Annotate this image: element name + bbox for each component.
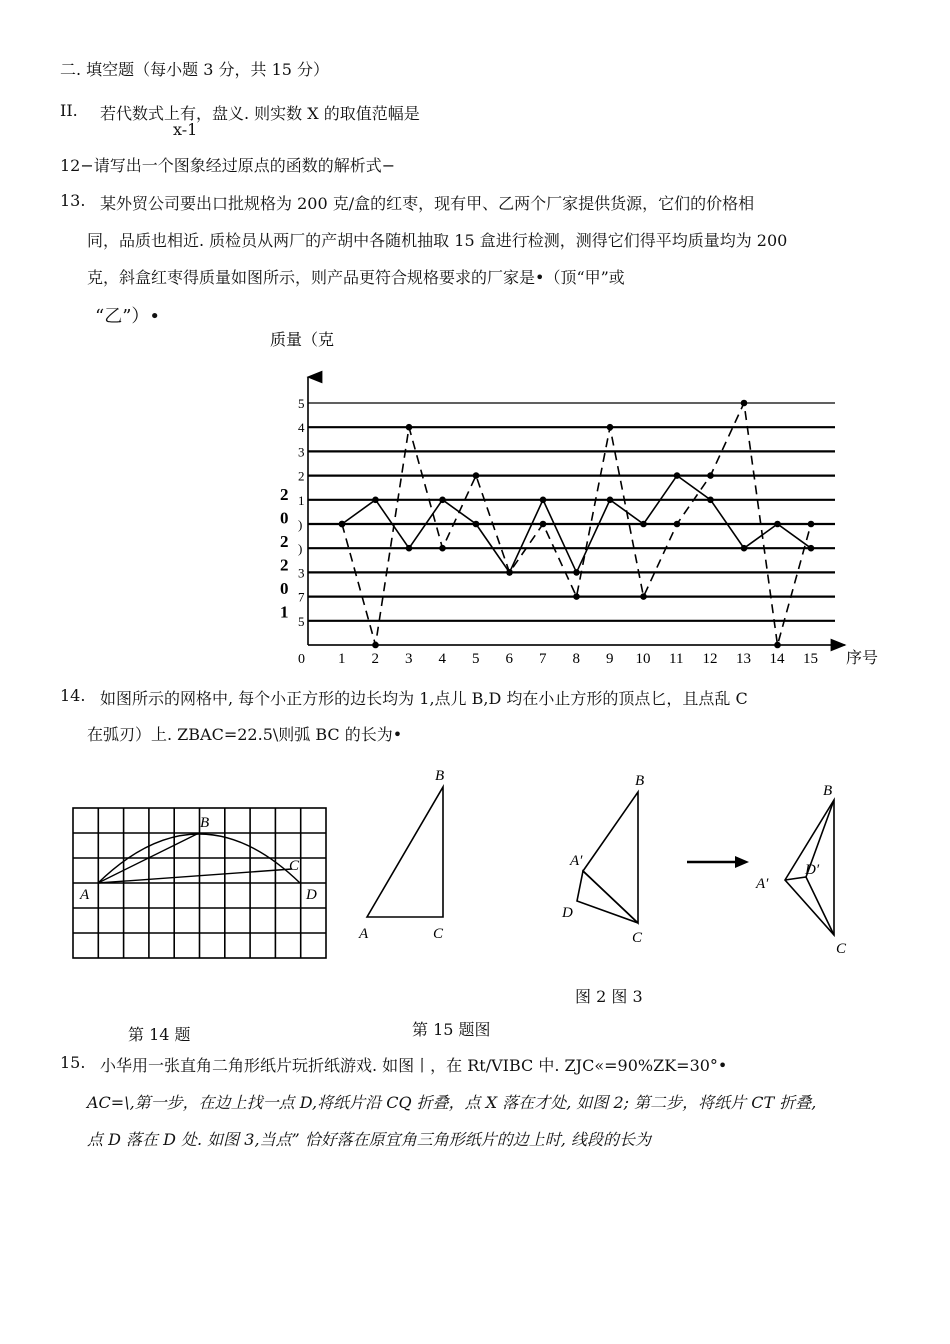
x-tick-label: 15	[803, 651, 818, 667]
y-tick-label: )	[298, 517, 303, 532]
data-point-solid	[406, 545, 413, 552]
data-point-solid	[607, 497, 614, 504]
data-point-dashed	[573, 593, 580, 600]
data-point-dashed	[640, 593, 647, 600]
y-tick-label: )	[298, 541, 303, 557]
caption-fig2-fig3: 图 2 图 3	[575, 987, 643, 1006]
data-point-solid	[707, 497, 714, 504]
data-point-solid	[808, 545, 815, 552]
x-tick-label: 14	[769, 651, 785, 667]
y-tick-label: 5	[298, 613, 305, 629]
data-point-dashed	[607, 424, 614, 431]
data-point-dashed	[741, 400, 748, 407]
y-tick-label: 3	[298, 565, 305, 581]
data-point-solid	[540, 497, 547, 504]
x-tick-label: 1	[338, 651, 346, 667]
transition-arrow	[685, 852, 755, 872]
q11-number: II.	[60, 101, 78, 120]
caption-q15: 第 15 题图	[412, 1020, 491, 1039]
x-tick-label: 2	[371, 651, 379, 667]
fig1-label-b: B	[435, 768, 445, 784]
data-point-dashed	[674, 521, 681, 528]
data-point-dashed	[372, 642, 379, 649]
y-tick-label: 1	[298, 492, 305, 508]
data-point-dashed	[707, 472, 714, 479]
y-left-vertical-char: 0	[280, 508, 289, 528]
q15-line2: AC=\,第一步，在边上找一点 D,将纸片沿 CQ 折叠，点 X 落在才处, 如图 2; 第二步，将纸片 CT 折叠,	[87, 1093, 817, 1112]
y-left-vertical-char: 2	[280, 532, 289, 551]
data-point-dashed	[439, 545, 446, 552]
x-tick-label: 13	[736, 651, 751, 667]
data-point-dashed	[540, 521, 547, 528]
q11-text: 若代数式上有，盘义. 则实数 X 的取值范幅是	[100, 104, 420, 123]
data-point-solid	[473, 521, 480, 528]
q13-number: 13.	[60, 191, 86, 210]
y-tick-label: 4	[298, 420, 305, 436]
data-point-dashed	[339, 521, 346, 528]
q15-figure-1	[355, 760, 465, 950]
x-tick-label: 8	[572, 651, 580, 667]
fig3-label-c: C	[836, 941, 847, 957]
fig1-label-a: A	[359, 926, 369, 942]
q14-number: 14.	[60, 686, 86, 705]
q13-line2: 同，品质也相近. 质检员从两厂的产胡中各随机抽取 15 盒进行检测，测得它们得平均质量均为 200	[87, 231, 788, 250]
section-header: 二. 填空题（每小题 3 分，共 15 分）	[60, 60, 330, 79]
data-point-dashed	[473, 472, 480, 479]
x-tick-label: 11	[669, 651, 684, 667]
y-tick-label: 2	[298, 468, 305, 484]
grid-label-d: D	[306, 887, 317, 903]
y-tick-label: 7	[298, 589, 305, 605]
grid-label-b: B	[200, 815, 210, 831]
fig2-label-c: C	[632, 930, 643, 946]
x-tick-label: 10	[635, 651, 651, 667]
y-left-vertical-char: 2	[280, 555, 289, 575]
x-tick-label: 4	[438, 651, 446, 667]
q13-line1: 某外贸公司要出口批规格为 200 克/盒的红枣，现有甲、乙两个厂家提供货源，它们的价格相	[100, 194, 755, 213]
fig2-label-a: A′	[570, 853, 583, 869]
q11-denominator: x-1	[173, 120, 198, 139]
y-axis-label: 质量（克	[270, 332, 335, 349]
data-point-solid	[674, 472, 681, 479]
y-tick-label: 3	[298, 444, 305, 460]
y-left-vertical-char: 1	[280, 602, 289, 622]
fig2-label-d: D	[562, 905, 573, 921]
data-point-solid	[640, 521, 647, 528]
data-point-solid	[372, 497, 379, 504]
data-point-dashed	[808, 521, 815, 528]
fig3-label-d: D′	[805, 862, 820, 878]
x-tick-label: 6	[505, 651, 513, 667]
fig3-label-a: A′	[756, 876, 769, 892]
data-point-solid	[439, 497, 446, 504]
y-left-vertical-char: 0	[280, 579, 289, 598]
data-point-dashed	[406, 424, 413, 431]
q15-number: 15.	[60, 1053, 86, 1072]
q15-figure-2	[555, 765, 665, 955]
q13-line4: “乙”）•	[95, 306, 161, 327]
x-tick-label: 3	[405, 651, 413, 667]
q14-line1: 如图所示的网格中, 每个小正方形的边长均为 1,点儿 B,D 均在小止方形的顶点匕，且点乱 C	[100, 689, 748, 708]
y-tick-label: 5	[298, 396, 305, 411]
q15-line3: 点 D 落在 D 处. 如图 3,当点” 恰好落在原宜角三角形纸片的边上时, 线段的长为	[87, 1130, 651, 1149]
x-tick-label: 12	[702, 651, 718, 667]
data-point-solid	[741, 545, 748, 552]
data-point-dashed	[774, 642, 781, 649]
data-point-solid	[774, 521, 781, 528]
fig3-label-b: B	[823, 783, 833, 799]
y-left-vertical-char: 2	[280, 485, 289, 504]
q13-line3: 克，斜盒红枣得质量如图所示，则产品更符合规格要求的厂家是•（顶“甲”或	[87, 268, 625, 287]
q14-line2: 在弧刃）上. ZBAC=22.5\则弧 BC 的长为•	[87, 725, 403, 744]
grid-label-c: C	[289, 858, 300, 874]
fig1-label-c: C	[433, 926, 444, 942]
x-axis-label: 序号	[846, 650, 879, 667]
q14-grid-figure	[60, 795, 340, 975]
x-tick-label: 9	[606, 651, 614, 667]
data-point-solid	[573, 569, 580, 576]
fig2-label-b: B	[635, 773, 645, 789]
mass-line-chart	[260, 325, 900, 675]
data-point-dashed	[506, 569, 513, 576]
grid-label-a: A	[80, 887, 90, 903]
origin-label: 0	[298, 652, 305, 667]
x-tick-label: 5	[472, 651, 480, 667]
caption-q14: 第 14 题	[128, 1025, 191, 1044]
q15-line1: 小华用一张直角二角形纸片玩折纸游戏. 如图丨，在 Rt/VIBC 中. ZJC«=90%ZK=30°•	[100, 1056, 728, 1075]
q12-text: 12−请写出一个图象经过原点的函数的解析式−	[60, 156, 396, 175]
q15-figure-3	[750, 770, 870, 960]
x-tick-label: 7	[539, 651, 547, 667]
